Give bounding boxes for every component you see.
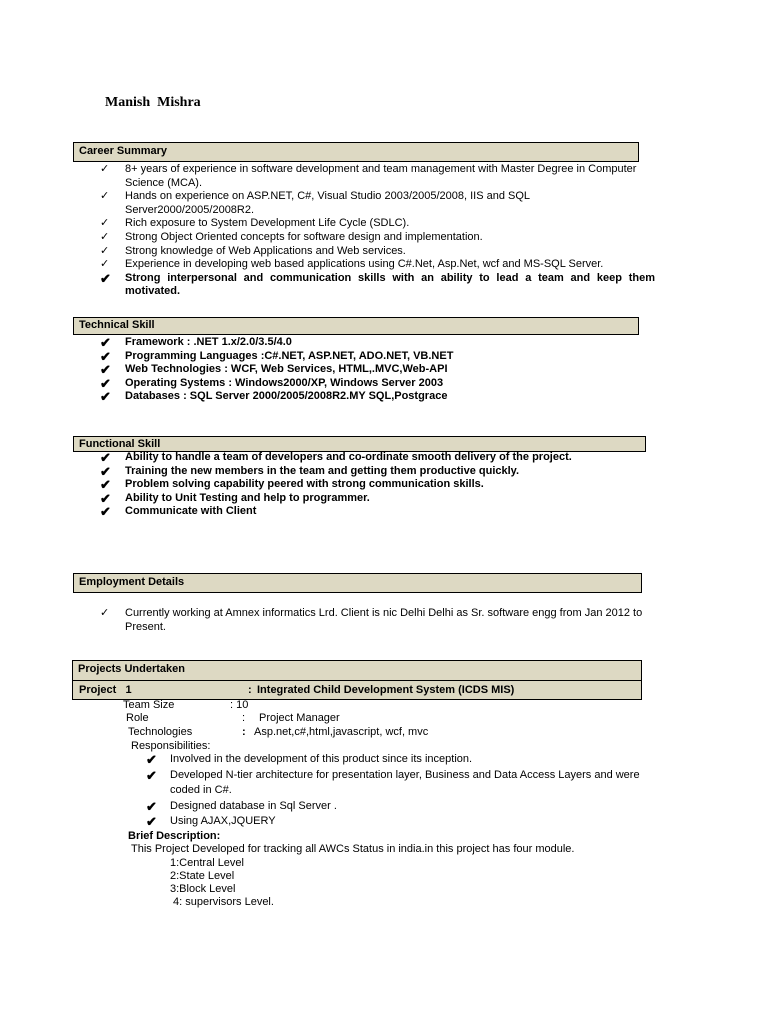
check-icon: ✔ xyxy=(146,752,157,767)
list-item: ✔ Training the new members in the team and getting them productive quickly. xyxy=(100,463,520,479)
check-icon: ✔ xyxy=(100,348,111,364)
module-item: 4: supervisors Level. xyxy=(170,896,274,908)
list-item: ✔ Communicate with Client xyxy=(100,504,257,520)
check-icon: ✔ xyxy=(100,463,111,479)
responsibilities-list xyxy=(146,752,656,830)
employment-list xyxy=(73,607,655,634)
check-icon: ✓ xyxy=(100,217,110,230)
check-icon: ✔ xyxy=(100,270,111,286)
module-item: 2:State Level xyxy=(170,870,235,882)
technical-skill-list xyxy=(73,336,655,404)
check-icon: ✔ xyxy=(146,814,157,829)
list-item: ✔ Strong interpersonal and communication skills with an ability to lead a team and keep them motivated. xyxy=(100,270,655,298)
project-title-row xyxy=(72,680,642,700)
list-item: ✔ Involved in the development of this product since its inception. xyxy=(146,752,473,767)
check-icon: ✓ xyxy=(100,163,110,175)
functional-skill-list xyxy=(73,451,663,519)
list-item: ✔ Programming Languages :C#.NET, ASP.NET, ADO.NET, VB.NET xyxy=(100,348,454,364)
employment-details-header: Employment Details xyxy=(73,573,642,593)
technologies-label: Technologies xyxy=(128,726,193,738)
technologies-colon: : xyxy=(242,726,246,738)
module-item: 3:Block Level xyxy=(170,883,236,895)
project-colon: : xyxy=(248,684,252,696)
career-summary-header: Career Summary xyxy=(73,142,639,162)
technical-skill-header: Technical Skill xyxy=(73,317,639,335)
projects-undertaken-header: Projects Undertaken xyxy=(72,660,642,681)
candidate-name: Manish Mishra xyxy=(105,95,201,110)
list-item: ✓ Hands on experience on ASP.NET, C#, Visual Studio 2003/2005/2008, IIS and SQL Server2000/2005/2008R2. xyxy=(100,190,530,216)
functional-skill-header: Functional Skill xyxy=(73,436,646,452)
check-icon: ✓ xyxy=(100,190,110,203)
check-icon: ✓ xyxy=(100,230,110,243)
list-item: ✓ Strong knowledge of Web Applications and Web services. xyxy=(100,244,406,257)
responsibilities-label: Responsibilities: xyxy=(131,740,211,752)
list-item: ✔ Operating Systems : Windows2000/XP, Windows Server 2003 xyxy=(100,375,444,391)
list-item: ✓ Rich exposure to System Development Life Cycle (SDLC). xyxy=(100,217,410,230)
check-icon: ✓ xyxy=(100,607,110,619)
list-item: ✔ Problem solving capability peered with strong communication skills. xyxy=(100,477,484,493)
project-title: Integrated Child Development System (ICDS MIS) xyxy=(257,684,515,696)
brief-description-label: Brief Description: xyxy=(128,830,221,842)
check-icon: ✓ xyxy=(100,258,110,271)
check-icon: ✔ xyxy=(100,335,111,350)
role-value: Project Manager xyxy=(259,712,340,724)
list-item: ✔ Ability to Unit Testing and help to programmer. xyxy=(100,490,370,506)
check-icon: ✔ xyxy=(146,798,157,814)
brief-description-text: This Project Developed for tracking all AWCs Status in india.in this project has four module. xyxy=(131,843,575,855)
check-icon: ✔ xyxy=(100,477,111,493)
check-icon: ✔ xyxy=(100,362,111,378)
project-number: Project 1 xyxy=(79,684,132,696)
check-icon: ✔ xyxy=(100,504,111,520)
technologies-value: Asp.net,c#,html,javascript, wcf, mvc xyxy=(254,726,429,738)
role-colon: : xyxy=(242,712,246,724)
list-item: ✓ 8+ years of experience in software development and team management with Master Degree in Computer Science (MCA). xyxy=(100,163,637,189)
check-icon: ✔ xyxy=(100,375,111,391)
career-summary-list xyxy=(73,163,655,299)
list-item: ✔ Ability to handle a team of developers and co-ordinate smooth delivery of the project. xyxy=(100,450,572,465)
check-icon: ✔ xyxy=(100,450,111,465)
list-item: ✓ Experience in developing web based applications using C#.Net, Asp.Net, wcf and MS-SQL Server. xyxy=(100,258,604,271)
team-size-label: Team Size xyxy=(123,699,175,711)
list-item: ✔ Designed database in Sql Server . xyxy=(146,798,337,814)
list-item: ✓ Currently working at Amnex informatics Lrd. Client is nic Delhi Delhi as Sr. software engg from Jan 2012 to Present. xyxy=(100,607,643,633)
list-item: ✔ Using AJAX,JQUERY xyxy=(146,814,276,829)
role-label: Role xyxy=(126,712,149,724)
team-size-value: : 10 xyxy=(230,699,249,711)
check-icon: ✔ xyxy=(146,767,157,783)
list-item: ✓ Strong Object Oriented concepts for software design and implementation. xyxy=(100,230,483,243)
list-item: ✔ Web Technologies : WCF, Web Services, HTML,.MVC,Web-API xyxy=(100,362,448,378)
check-icon: ✔ xyxy=(100,490,111,506)
check-icon: ✔ xyxy=(100,389,111,405)
check-icon: ✓ xyxy=(100,244,110,257)
list-item: ✔ Framework : .NET 1.x/2.0/3.5/4.0 xyxy=(100,335,292,350)
module-item: 1:Central Level xyxy=(170,857,244,869)
list-item: ✔ Databases : SQL Server 2000/2005/2008R2.MY SQL,Postgrace xyxy=(100,389,448,405)
list-item: ✔ Developed N-tier architecture for presentation layer, Business and Data Access Layers and were coded in C#. xyxy=(146,767,640,796)
